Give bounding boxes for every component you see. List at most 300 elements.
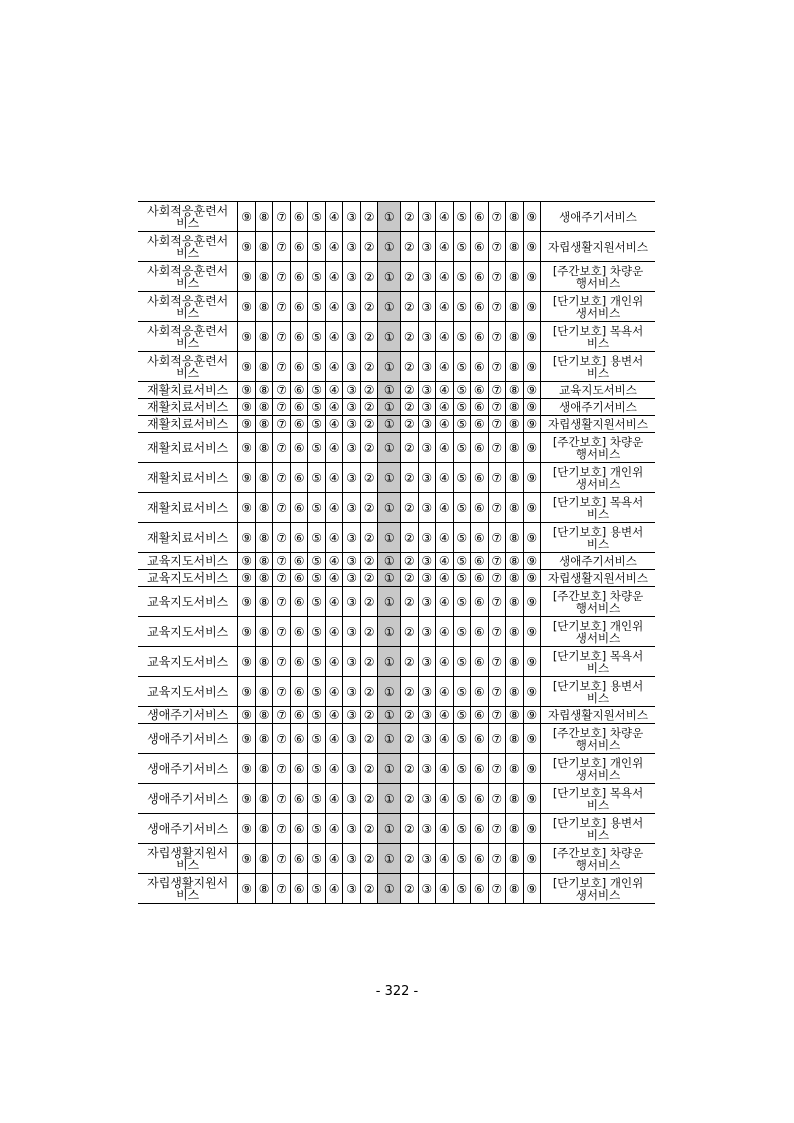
- scale-option[interactable]: ④: [436, 844, 454, 874]
- scale-option[interactable]: ⑤: [453, 463, 471, 493]
- scale-option[interactable]: ②: [360, 292, 378, 322]
- scale-option[interactable]: ⑥: [471, 553, 489, 570]
- scale-option[interactable]: ③: [418, 874, 436, 904]
- scale-option[interactable]: ⑦: [488, 202, 506, 232]
- scale-option[interactable]: ⑨: [238, 399, 256, 416]
- scale-option[interactable]: ⑧: [506, 382, 524, 399]
- scale-option[interactable]: ④: [325, 322, 343, 352]
- scale-option[interactable]: ⑦: [273, 232, 291, 262]
- scale-option[interactable]: ⑨: [238, 352, 256, 382]
- scale-option[interactable]: ④: [436, 677, 454, 707]
- scale-option[interactable]: ③: [343, 399, 361, 416]
- scale-option[interactable]: ②: [360, 523, 378, 553]
- scale-option[interactable]: ⑨: [238, 416, 256, 433]
- scale-option[interactable]: ⑦: [273, 677, 291, 707]
- scale-option[interactable]: ③: [418, 322, 436, 352]
- scale-option[interactable]: ⑥: [290, 754, 308, 784]
- scale-option[interactable]: ⑦: [273, 416, 291, 433]
- scale-option[interactable]: ⑨: [523, 382, 541, 399]
- scale-option[interactable]: ⑥: [471, 523, 489, 553]
- scale-option[interactable]: ⑨: [238, 202, 256, 232]
- scale-option[interactable]: ⑦: [273, 647, 291, 677]
- scale-option[interactable]: ④: [325, 844, 343, 874]
- scale-option[interactable]: ③: [343, 754, 361, 784]
- scale-option[interactable]: ②: [401, 322, 419, 352]
- scale-option[interactable]: ⑨: [523, 463, 541, 493]
- scale-option[interactable]: ⑦: [488, 677, 506, 707]
- scale-option[interactable]: ②: [401, 587, 419, 617]
- scale-option[interactable]: ⑨: [238, 433, 256, 463]
- scale-option[interactable]: ⑨: [523, 677, 541, 707]
- scale-option[interactable]: ③: [418, 262, 436, 292]
- scale-option[interactable]: ⑨: [523, 814, 541, 844]
- scale-option[interactable]: ⑥: [471, 433, 489, 463]
- scale-option[interactable]: ⑦: [488, 399, 506, 416]
- scale-option[interactable]: ⑤: [453, 553, 471, 570]
- scale-option[interactable]: ④: [325, 493, 343, 523]
- scale-option[interactable]: ⑤: [453, 587, 471, 617]
- scale-option-equal[interactable]: ①: [378, 292, 401, 322]
- scale-option[interactable]: ⑥: [290, 322, 308, 352]
- scale-option[interactable]: ⑥: [471, 202, 489, 232]
- scale-option[interactable]: ④: [436, 352, 454, 382]
- scale-option[interactable]: ⑤: [308, 784, 326, 814]
- scale-option[interactable]: ⑧: [255, 707, 273, 724]
- scale-option[interactable]: ⑤: [308, 724, 326, 754]
- scale-option[interactable]: ⑦: [273, 570, 291, 587]
- scale-option[interactable]: ⑨: [523, 399, 541, 416]
- scale-option[interactable]: ⑤: [308, 352, 326, 382]
- scale-option[interactable]: ⑤: [308, 523, 326, 553]
- scale-option[interactable]: ⑨: [238, 784, 256, 814]
- scale-option[interactable]: ⑧: [255, 587, 273, 617]
- scale-option[interactable]: ⑥: [471, 874, 489, 904]
- scale-option[interactable]: ⑤: [453, 262, 471, 292]
- scale-option[interactable]: ⑦: [273, 493, 291, 523]
- scale-option[interactable]: ⑦: [488, 416, 506, 433]
- scale-option-equal[interactable]: ①: [378, 523, 401, 553]
- scale-option[interactable]: ⑤: [308, 433, 326, 463]
- scale-option[interactable]: ⑨: [523, 784, 541, 814]
- scale-option[interactable]: ③: [343, 724, 361, 754]
- scale-option[interactable]: ⑨: [238, 754, 256, 784]
- scale-option[interactable]: ③: [343, 493, 361, 523]
- scale-option[interactable]: ⑧: [506, 322, 524, 352]
- scale-option[interactable]: ④: [436, 570, 454, 587]
- scale-option[interactable]: ④: [325, 523, 343, 553]
- scale-option[interactable]: ⑨: [523, 352, 541, 382]
- scale-option[interactable]: ⑨: [238, 262, 256, 292]
- scale-option[interactable]: ④: [436, 433, 454, 463]
- scale-option[interactable]: ⑤: [453, 647, 471, 677]
- scale-option-equal[interactable]: ①: [378, 322, 401, 352]
- scale-option[interactable]: ⑥: [471, 262, 489, 292]
- scale-option[interactable]: ⑧: [255, 463, 273, 493]
- scale-option[interactable]: ⑦: [273, 587, 291, 617]
- scale-option[interactable]: ④: [436, 202, 454, 232]
- scale-option[interactable]: ⑤: [308, 570, 326, 587]
- scale-option[interactable]: ③: [343, 382, 361, 399]
- scale-option[interactable]: ④: [436, 617, 454, 647]
- scale-option[interactable]: ⑦: [273, 754, 291, 784]
- scale-option[interactable]: ⑥: [471, 399, 489, 416]
- scale-option[interactable]: ③: [343, 874, 361, 904]
- scale-option[interactable]: ⑧: [506, 754, 524, 784]
- scale-option[interactable]: ③: [418, 844, 436, 874]
- scale-option[interactable]: ⑧: [506, 399, 524, 416]
- scale-option[interactable]: ③: [418, 382, 436, 399]
- scale-option[interactable]: ⑥: [471, 416, 489, 433]
- scale-option[interactable]: ⑤: [453, 202, 471, 232]
- scale-option[interactable]: ④: [436, 322, 454, 352]
- scale-option[interactable]: ④: [325, 202, 343, 232]
- scale-option[interactable]: ⑤: [453, 523, 471, 553]
- scale-option[interactable]: ⑧: [506, 570, 524, 587]
- scale-option[interactable]: ②: [401, 814, 419, 844]
- scale-option[interactable]: ②: [401, 463, 419, 493]
- scale-option[interactable]: ②: [360, 493, 378, 523]
- scale-option[interactable]: ⑥: [290, 463, 308, 493]
- scale-option[interactable]: ④: [436, 707, 454, 724]
- scale-option[interactable]: ②: [401, 647, 419, 677]
- scale-option[interactable]: ⑧: [255, 202, 273, 232]
- scale-option-equal[interactable]: ①: [378, 232, 401, 262]
- scale-option[interactable]: ⑨: [238, 707, 256, 724]
- scale-option[interactable]: ⑥: [290, 416, 308, 433]
- scale-option[interactable]: ②: [360, 874, 378, 904]
- scale-option[interactable]: ⑥: [290, 202, 308, 232]
- scale-option[interactable]: ⑧: [506, 587, 524, 617]
- scale-option[interactable]: ⑦: [488, 292, 506, 322]
- scale-option[interactable]: ②: [360, 322, 378, 352]
- scale-option[interactable]: ⑨: [523, 647, 541, 677]
- scale-option[interactable]: ③: [343, 322, 361, 352]
- scale-option[interactable]: ⑤: [308, 382, 326, 399]
- scale-option[interactable]: ⑤: [308, 416, 326, 433]
- scale-option-equal[interactable]: ①: [378, 754, 401, 784]
- scale-option[interactable]: ②: [401, 724, 419, 754]
- scale-option[interactable]: ②: [401, 754, 419, 784]
- scale-option[interactable]: ⑥: [290, 814, 308, 844]
- scale-option[interactable]: ②: [360, 707, 378, 724]
- scale-option[interactable]: ⑧: [255, 262, 273, 292]
- scale-option[interactable]: ④: [436, 399, 454, 416]
- scale-option[interactable]: ⑥: [471, 587, 489, 617]
- scale-option[interactable]: ④: [325, 784, 343, 814]
- scale-option[interactable]: ⑦: [488, 493, 506, 523]
- scale-option[interactable]: ⑥: [290, 352, 308, 382]
- scale-option[interactable]: ⑧: [506, 493, 524, 523]
- scale-option[interactable]: ⑥: [290, 399, 308, 416]
- scale-option[interactable]: ④: [436, 724, 454, 754]
- scale-option[interactable]: ③: [418, 784, 436, 814]
- scale-option-equal[interactable]: ①: [378, 587, 401, 617]
- scale-option[interactable]: ⑤: [453, 874, 471, 904]
- scale-option[interactable]: ⑤: [308, 493, 326, 523]
- scale-option[interactable]: ⑦: [273, 707, 291, 724]
- scale-option[interactable]: ⑧: [506, 523, 524, 553]
- scale-option[interactable]: ⑥: [471, 617, 489, 647]
- scale-option[interactable]: ④: [436, 784, 454, 814]
- scale-option[interactable]: ⑨: [523, 433, 541, 463]
- scale-option[interactable]: ⑦: [273, 784, 291, 814]
- scale-option[interactable]: ⑨: [238, 874, 256, 904]
- scale-option[interactable]: ②: [360, 814, 378, 844]
- scale-option[interactable]: ④: [436, 463, 454, 493]
- scale-option[interactable]: ②: [401, 416, 419, 433]
- scale-option[interactable]: ③: [418, 677, 436, 707]
- scale-option[interactable]: ④: [436, 814, 454, 844]
- scale-option[interactable]: ③: [343, 523, 361, 553]
- scale-option[interactable]: ⑨: [523, 587, 541, 617]
- scale-option[interactable]: ⑧: [506, 784, 524, 814]
- scale-option[interactable]: ⑤: [308, 399, 326, 416]
- scale-option[interactable]: ⑨: [523, 322, 541, 352]
- scale-option[interactable]: ⑧: [255, 399, 273, 416]
- scale-option[interactable]: ③: [418, 553, 436, 570]
- scale-option[interactable]: ⑤: [453, 433, 471, 463]
- scale-option[interactable]: ②: [360, 262, 378, 292]
- scale-option[interactable]: ②: [401, 523, 419, 553]
- scale-option[interactable]: ④: [325, 724, 343, 754]
- scale-option[interactable]: ③: [343, 707, 361, 724]
- scale-option[interactable]: ④: [325, 814, 343, 844]
- scale-option[interactable]: ⑧: [255, 754, 273, 784]
- scale-option[interactable]: ⑨: [523, 232, 541, 262]
- scale-option[interactable]: ③: [343, 814, 361, 844]
- scale-option[interactable]: ③: [418, 232, 436, 262]
- scale-option[interactable]: ⑨: [238, 493, 256, 523]
- scale-option-equal[interactable]: ①: [378, 493, 401, 523]
- scale-option[interactable]: ⑤: [308, 754, 326, 784]
- scale-option-equal[interactable]: ①: [378, 202, 401, 232]
- scale-option[interactable]: ②: [401, 202, 419, 232]
- scale-option[interactable]: ⑦: [273, 382, 291, 399]
- scale-option[interactable]: ④: [436, 232, 454, 262]
- scale-option[interactable]: ②: [360, 587, 378, 617]
- scale-option[interactable]: ⑥: [471, 232, 489, 262]
- scale-option[interactable]: ⑨: [238, 724, 256, 754]
- scale-option[interactable]: ④: [436, 587, 454, 617]
- scale-option[interactable]: ⑥: [290, 433, 308, 463]
- scale-option[interactable]: ④: [436, 493, 454, 523]
- scale-option[interactable]: ③: [418, 433, 436, 463]
- scale-option-equal[interactable]: ①: [378, 814, 401, 844]
- scale-option[interactable]: ⑥: [471, 707, 489, 724]
- scale-option[interactable]: ⑦: [273, 292, 291, 322]
- scale-option[interactable]: ⑦: [488, 553, 506, 570]
- scale-option[interactable]: ④: [325, 262, 343, 292]
- scale-option[interactable]: ⑨: [523, 202, 541, 232]
- scale-option[interactable]: ⑥: [290, 232, 308, 262]
- scale-option-equal[interactable]: ①: [378, 382, 401, 399]
- scale-option[interactable]: ⑦: [488, 754, 506, 784]
- scale-option[interactable]: ③: [343, 292, 361, 322]
- scale-option[interactable]: ②: [360, 399, 378, 416]
- scale-option[interactable]: ⑦: [488, 433, 506, 463]
- scale-option[interactable]: ②: [360, 416, 378, 433]
- scale-option[interactable]: ⑤: [453, 416, 471, 433]
- scale-option[interactable]: ⑤: [453, 352, 471, 382]
- scale-option[interactable]: ⑥: [471, 322, 489, 352]
- scale-option[interactable]: ②: [401, 677, 419, 707]
- scale-option[interactable]: ③: [418, 570, 436, 587]
- scale-option[interactable]: ⑤: [453, 677, 471, 707]
- scale-option[interactable]: ③: [418, 707, 436, 724]
- scale-option[interactable]: ③: [418, 493, 436, 523]
- scale-option[interactable]: ③: [343, 553, 361, 570]
- scale-option[interactable]: ⑨: [238, 570, 256, 587]
- scale-option[interactable]: ⑧: [255, 844, 273, 874]
- scale-option[interactable]: ②: [360, 202, 378, 232]
- scale-option-equal[interactable]: ①: [378, 463, 401, 493]
- scale-option[interactable]: ⑤: [308, 292, 326, 322]
- scale-option[interactable]: ②: [401, 874, 419, 904]
- scale-option[interactable]: ⑤: [308, 844, 326, 874]
- scale-option[interactable]: ②: [401, 617, 419, 647]
- scale-option[interactable]: ②: [401, 433, 419, 463]
- scale-option[interactable]: ③: [343, 617, 361, 647]
- scale-option[interactable]: ②: [360, 754, 378, 784]
- scale-option[interactable]: ⑦: [273, 724, 291, 754]
- scale-option-equal[interactable]: ①: [378, 647, 401, 677]
- scale-option[interactable]: ⑥: [471, 570, 489, 587]
- scale-option[interactable]: ⑦: [273, 844, 291, 874]
- scale-option[interactable]: ⑥: [290, 874, 308, 904]
- scale-option[interactable]: ⑧: [506, 844, 524, 874]
- scale-option[interactable]: ⑤: [308, 322, 326, 352]
- scale-option[interactable]: ⑦: [273, 814, 291, 844]
- scale-option[interactable]: ⑨: [238, 647, 256, 677]
- scale-option[interactable]: ⑧: [506, 463, 524, 493]
- scale-option[interactable]: ③: [343, 262, 361, 292]
- scale-option[interactable]: ⑧: [506, 647, 524, 677]
- scale-option[interactable]: ⑨: [238, 844, 256, 874]
- scale-option[interactable]: ②: [360, 677, 378, 707]
- scale-option[interactable]: ⑤: [453, 814, 471, 844]
- scale-option[interactable]: ⑥: [290, 647, 308, 677]
- scale-option[interactable]: ⑧: [255, 416, 273, 433]
- scale-option[interactable]: ④: [325, 463, 343, 493]
- scale-option[interactable]: ③: [418, 463, 436, 493]
- scale-option[interactable]: ⑦: [488, 814, 506, 844]
- scale-option[interactable]: ⑦: [273, 433, 291, 463]
- scale-option[interactable]: ⑥: [471, 292, 489, 322]
- scale-option-equal[interactable]: ①: [378, 553, 401, 570]
- scale-option[interactable]: ②: [401, 232, 419, 262]
- scale-option[interactable]: ③: [418, 724, 436, 754]
- scale-option[interactable]: ⑨: [238, 292, 256, 322]
- scale-option[interactable]: ⑧: [255, 493, 273, 523]
- scale-option[interactable]: ⑥: [471, 844, 489, 874]
- scale-option[interactable]: ②: [360, 784, 378, 814]
- scale-option[interactable]: ⑦: [488, 587, 506, 617]
- scale-option[interactable]: ⑧: [255, 784, 273, 814]
- scale-option[interactable]: ⑧: [255, 292, 273, 322]
- scale-option[interactable]: ⑦: [488, 463, 506, 493]
- scale-option[interactable]: ⑥: [471, 463, 489, 493]
- scale-option[interactable]: ⑧: [506, 262, 524, 292]
- scale-option[interactable]: ⑤: [453, 617, 471, 647]
- scale-option[interactable]: ④: [325, 587, 343, 617]
- scale-option[interactable]: ②: [360, 647, 378, 677]
- scale-option[interactable]: ⑨: [523, 707, 541, 724]
- scale-option[interactable]: ②: [401, 707, 419, 724]
- scale-option[interactable]: ③: [343, 463, 361, 493]
- scale-option[interactable]: ②: [360, 844, 378, 874]
- scale-option[interactable]: ⑤: [453, 399, 471, 416]
- scale-option[interactable]: ③: [418, 416, 436, 433]
- scale-option[interactable]: ④: [436, 553, 454, 570]
- scale-option[interactable]: ⑥: [471, 677, 489, 707]
- scale-option[interactable]: ⑨: [238, 553, 256, 570]
- scale-option[interactable]: ⑧: [506, 814, 524, 844]
- scale-option[interactable]: ⑤: [308, 617, 326, 647]
- scale-option[interactable]: ⑥: [290, 617, 308, 647]
- scale-option[interactable]: ②: [360, 553, 378, 570]
- scale-option-equal[interactable]: ①: [378, 617, 401, 647]
- scale-option[interactable]: ⑦: [488, 322, 506, 352]
- scale-option[interactable]: ⑤: [308, 202, 326, 232]
- scale-option[interactable]: ④: [325, 874, 343, 904]
- scale-option[interactable]: ⑨: [523, 262, 541, 292]
- scale-option[interactable]: ②: [360, 463, 378, 493]
- scale-option[interactable]: ⑤: [453, 754, 471, 784]
- scale-option[interactable]: ②: [360, 433, 378, 463]
- scale-option[interactable]: ③: [418, 352, 436, 382]
- scale-option[interactable]: ④: [436, 874, 454, 904]
- scale-option[interactable]: ⑤: [308, 874, 326, 904]
- scale-option[interactable]: ⑤: [308, 647, 326, 677]
- scale-option[interactable]: ⑤: [308, 262, 326, 292]
- scale-option[interactable]: ⑧: [506, 292, 524, 322]
- scale-option[interactable]: ③: [418, 587, 436, 617]
- scale-option[interactable]: ⑨: [238, 617, 256, 647]
- scale-option[interactable]: ③: [343, 844, 361, 874]
- scale-option[interactable]: ③: [418, 399, 436, 416]
- scale-option[interactable]: ⑨: [238, 587, 256, 617]
- scale-option[interactable]: ⑨: [523, 493, 541, 523]
- scale-option[interactable]: ⑦: [488, 570, 506, 587]
- scale-option[interactable]: ⑧: [255, 647, 273, 677]
- scale-option[interactable]: ⑤: [308, 232, 326, 262]
- scale-option[interactable]: ③: [343, 677, 361, 707]
- scale-option[interactable]: ⑤: [453, 322, 471, 352]
- scale-option[interactable]: ④: [325, 677, 343, 707]
- scale-option[interactable]: ③: [418, 292, 436, 322]
- scale-option[interactable]: ⑥: [471, 352, 489, 382]
- scale-option[interactable]: ⑨: [523, 416, 541, 433]
- scale-option[interactable]: ⑤: [453, 232, 471, 262]
- scale-option[interactable]: ⑧: [255, 553, 273, 570]
- scale-option[interactable]: ⑨: [238, 382, 256, 399]
- scale-option[interactable]: ⑦: [488, 382, 506, 399]
- scale-option[interactable]: ⑥: [471, 754, 489, 784]
- scale-option[interactable]: ③: [343, 647, 361, 677]
- scale-option[interactable]: ⑦: [273, 463, 291, 493]
- scale-option[interactable]: ②: [401, 844, 419, 874]
- scale-option[interactable]: ⑧: [506, 617, 524, 647]
- scale-option[interactable]: ②: [360, 382, 378, 399]
- scale-option[interactable]: ⑧: [255, 232, 273, 262]
- scale-option[interactable]: ⑧: [506, 202, 524, 232]
- scale-option[interactable]: ⑤: [453, 844, 471, 874]
- scale-option[interactable]: ⑤: [308, 463, 326, 493]
- scale-option[interactable]: ③: [343, 587, 361, 617]
- scale-option[interactable]: ④: [436, 523, 454, 553]
- scale-option[interactable]: ⑥: [471, 382, 489, 399]
- scale-option[interactable]: ⑦: [273, 322, 291, 352]
